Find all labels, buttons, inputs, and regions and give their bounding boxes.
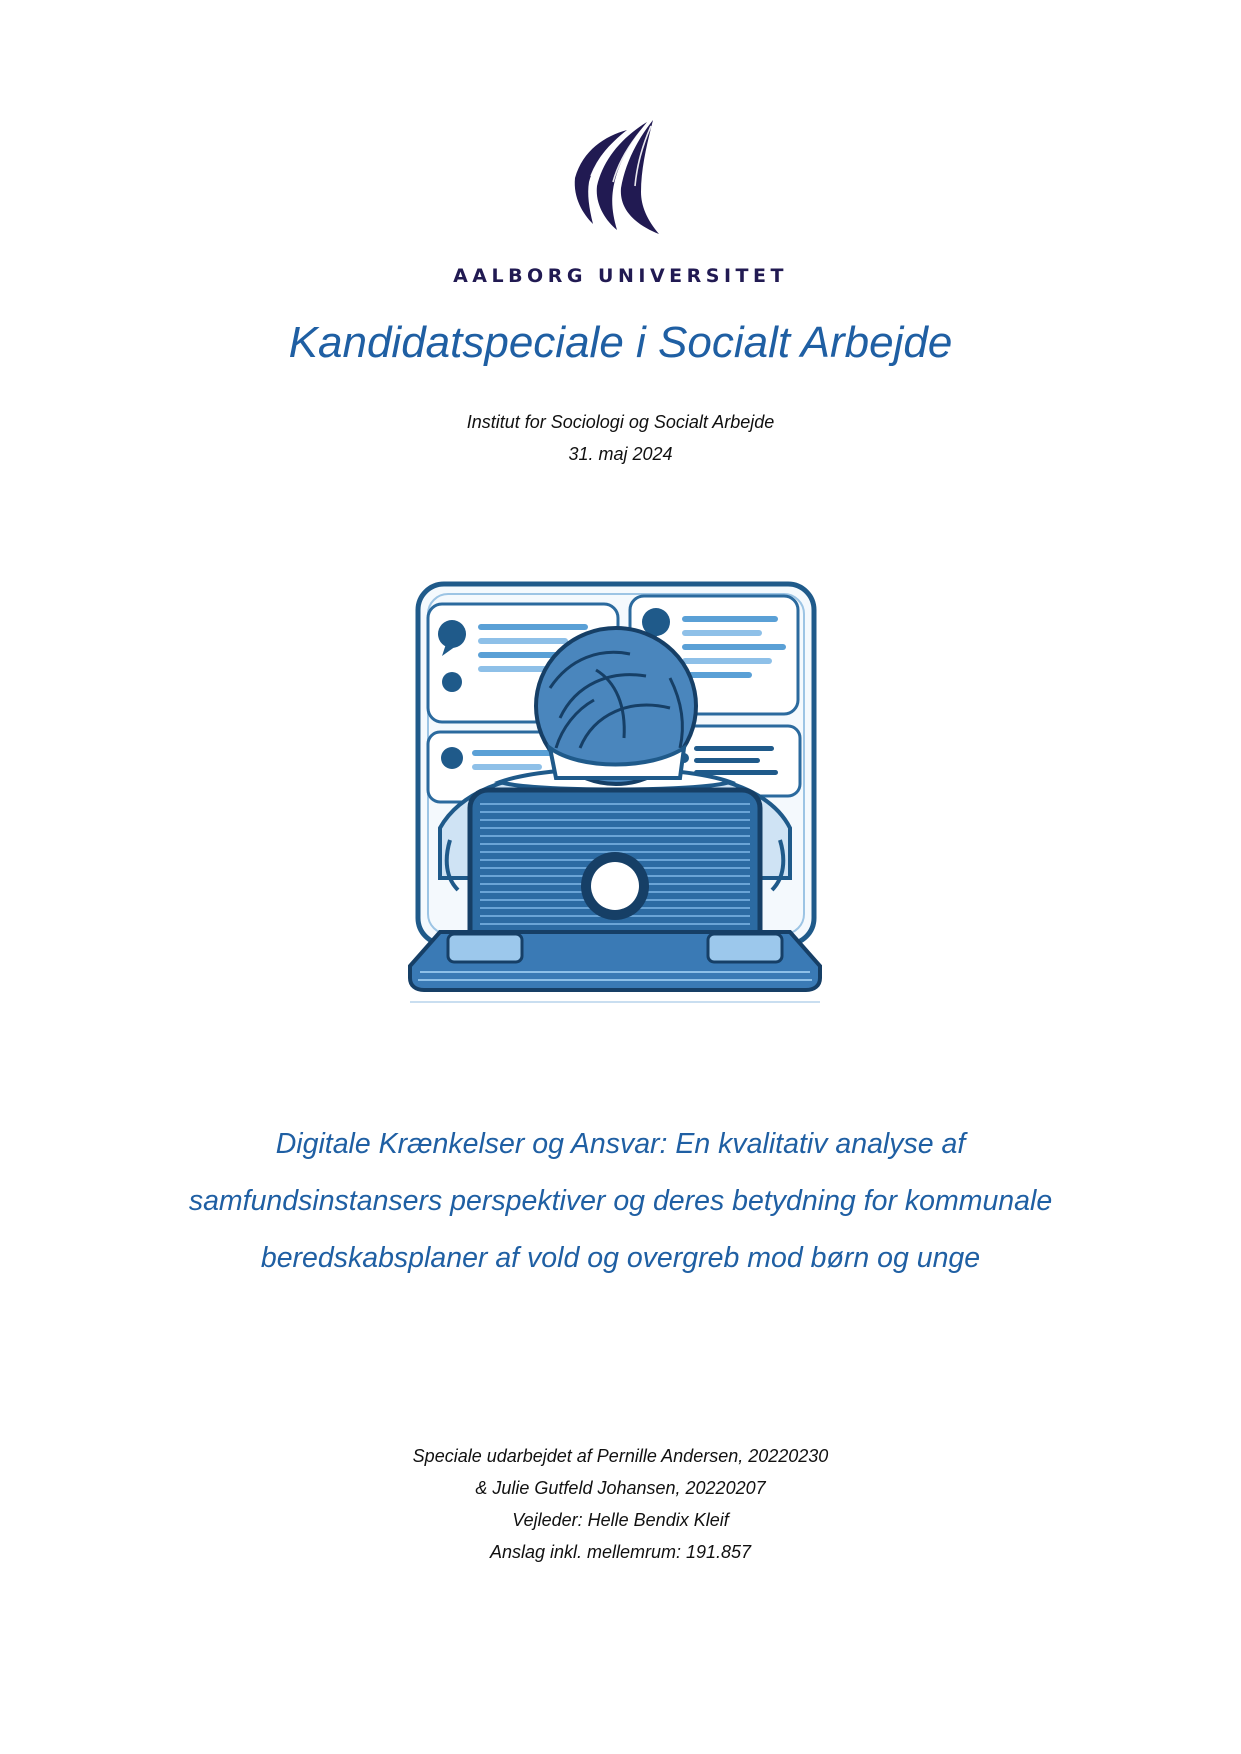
person-at-laptop-illustration-icon [380, 578, 850, 1014]
aalborg-university-logo-icon [555, 116, 675, 236]
submission-date: 31. maj 2024 [568, 444, 673, 464]
institute-name: Institut for Sociologi og Socialt Arbejde [466, 412, 775, 432]
university-name: AALBORG UNIVERSITET [453, 265, 788, 287]
credits-block [0, 1440, 1241, 1568]
authors-line-2: & Julie Gutfeld Johansen, 20220207 [475, 1478, 766, 1498]
thesis-title [100, 1116, 1141, 1287]
thesis-title-line: beredskabsplaner af vold og overgreb mod børn og unge [260, 1242, 981, 1274]
page-title: Kandidatspeciale i Socialt Arbejde [288, 318, 953, 367]
authors-line: Speciale udarbejdet af Pernille Andersen, 20220230 [412, 1446, 829, 1466]
thesis-title-line: samfundsinstansers perspektiver og deres betydning for kommunale [188, 1185, 1053, 1217]
supervisor: Vejleder: Helle Bendix Kleif [512, 1510, 729, 1530]
character-count: Anslag inkl. mellemrum: 191.857 [489, 1542, 752, 1562]
thesis-title-line: Digitale Krænkelser og Ansvar: En kvalitativ analyse af [275, 1128, 966, 1160]
